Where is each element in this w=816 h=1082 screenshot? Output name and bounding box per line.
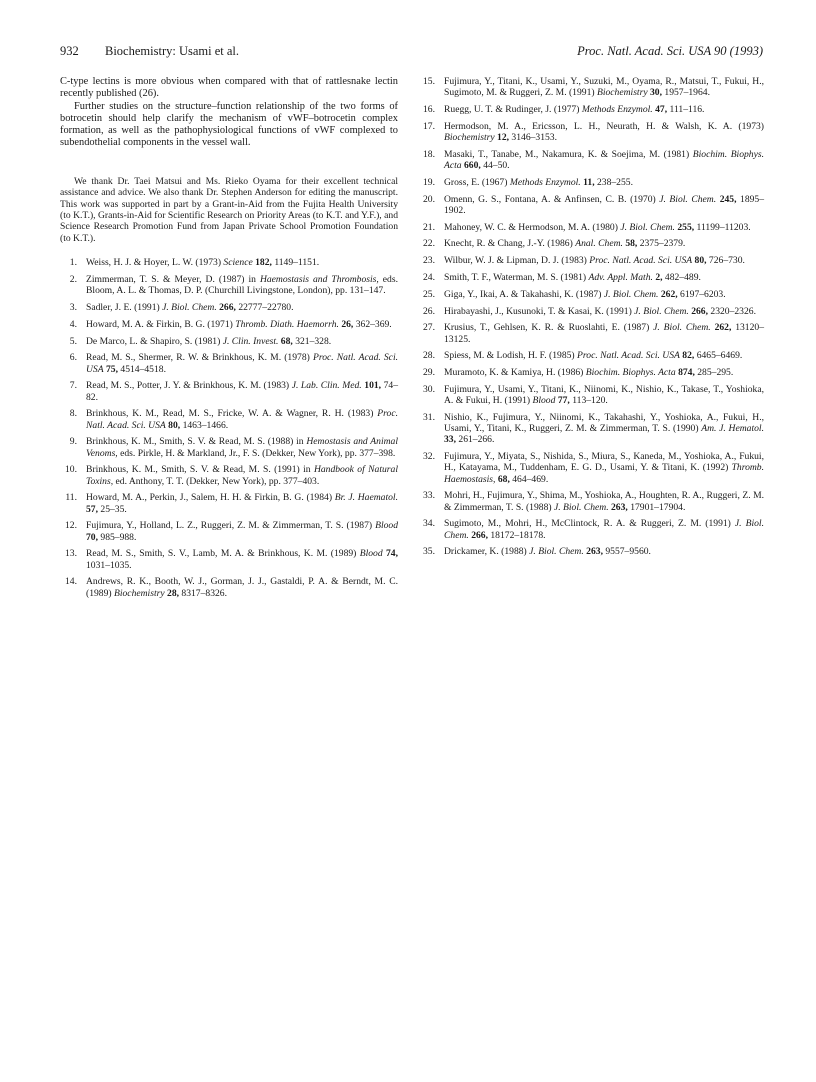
reference-number: 25. — [423, 288, 435, 300]
reference-authors: Masaki, T., Tanabe, M., Nakamura, K. & Soejima, M. (1981) — [444, 148, 693, 160]
reference-authors: Read, M. S., Shermer, R. W. & Brinkhous, K. M. (1978) — [86, 352, 313, 364]
reference-journal: J. Biol. Chem. — [634, 305, 689, 317]
reference-authors: Spiess, M. & Lodish, H. F. (1985) — [444, 350, 578, 362]
reference-volume: 70, — [86, 531, 98, 543]
reference-journal: J. Clin. Invest. — [222, 335, 279, 347]
reference-pages: 1895–1902. — [444, 193, 765, 216]
reference-number: 22. — [423, 238, 435, 250]
reference-volume: 28, — [167, 587, 180, 599]
reference-authors: Howard, M. A., Perkin, J., Salem, H. H. & Firkin, B. G. (1984) — [86, 492, 335, 504]
reference-journal: Biochim. Biophys. Acta — [444, 148, 764, 171]
reference-item — [418, 322, 764, 344]
reference-number: 19. — [423, 176, 435, 188]
reference-item — [418, 255, 764, 266]
reference-pages: 2375–2379. — [637, 238, 686, 250]
reference-authors: Smith, T. F., Waterman, M. S. (1981) — [444, 271, 589, 283]
reference-authors: Hermodson, M. A., Ericsson, L. H., Neurath, H. & Walsh, K. A. (1973) — [444, 120, 764, 132]
reference-number: 4. — [69, 318, 77, 330]
reference-number: 29. — [423, 367, 435, 379]
reference-volume: 262, — [714, 322, 732, 334]
reference-volume: 255, — [677, 221, 695, 233]
reference-pages: 261–266. — [456, 434, 495, 446]
page-number: 932 — [60, 44, 79, 58]
reference-item — [418, 76, 764, 98]
reference-journal: J. Biol. Chem. — [444, 518, 764, 541]
reference-journal: Haemostasis and Thrombosis, — [259, 274, 379, 286]
reference-journal: Blood — [532, 395, 556, 407]
reference-item — [418, 412, 764, 446]
reference-volume: 75, — [106, 363, 118, 375]
reference-item — [418, 306, 764, 317]
reference-journal: Proc. Natl. Acad. Sci. USA — [589, 255, 693, 267]
reference-authors: Mahoney, W. C. & Hermodson, M. A. (1980) — [444, 221, 621, 233]
reference-list-right — [418, 76, 764, 558]
reference-volume: 58, — [625, 238, 638, 250]
reference-journal: J. Biol. Chem. — [620, 221, 675, 233]
reference-authors: Drickamer, K. (1988) — [444, 546, 530, 558]
reference-pages: 8317–8326. — [179, 587, 227, 599]
reference-volume: 57, — [86, 503, 98, 515]
reference-number: 12. — [65, 520, 77, 532]
reference-journal: Biochemistry — [596, 87, 648, 99]
reference-number: 21. — [423, 221, 435, 233]
reference-pages: eds. Bloom, A. L. & Thomas, D. P. (Churchill Livingstone, London), pp. 131–147. — [86, 274, 398, 297]
reference-pages: 985–988. — [98, 531, 137, 543]
reference-item — [418, 546, 764, 557]
reference-journal: J. Lab. Clin. Med. — [291, 380, 362, 392]
reference-authors: Read, M. S., Potter, J. Y. & Brinkhous, K. M. (1983) — [86, 380, 292, 392]
reference-authors: Fujimura, Y., Usami, Y., Titani, K., Niinomi, K., Nishio, K., Takase, T., Yoshioka, A. & Fukui, H. (1991) — [444, 383, 764, 407]
reference-item — [418, 367, 764, 378]
page-header — [60, 44, 763, 62]
reference-authors: Mohri, H., Fujimura, Y., Shima, M., Yoshioka, A., Houghten, R. A., Ruggeri, Z. M. & Zimmerman, T. S. (1988) — [444, 490, 764, 513]
reference-item — [418, 177, 764, 188]
reference-item — [60, 302, 398, 313]
reference-number: 11. — [65, 492, 77, 504]
reference-authors: Weiss, H. J. & Hoyer, L. W. (1973) — [86, 257, 224, 269]
reference-item — [418, 289, 764, 300]
reference-volume: 33, — [444, 434, 456, 446]
reference-volume: 101, — [364, 380, 382, 392]
reference-pages: 11199–11203. — [694, 221, 751, 233]
reference-number: 20. — [423, 193, 435, 205]
reference-volume: 245, — [719, 193, 737, 205]
reference-pages: 1149–1151. — [271, 257, 320, 269]
reference-number: 13. — [65, 548, 77, 560]
reference-authors: Knecht, R. & Chang, J.-Y. (1986) — [444, 238, 576, 250]
reference-volume: 80, — [168, 419, 181, 431]
reference-volume: 182, — [255, 257, 272, 269]
reference-volume: 30, — [650, 87, 662, 99]
reference-number: 33. — [423, 490, 435, 502]
reference-pages: 321–328. — [292, 335, 332, 347]
reference-authors: Fujimura, Y., Titani, K., Usami, Y., Suzuki, M., Oyama, R., Matsui, T., Fukui, H., Sugimoto, M. & Ruggeri, Z. M. (1991) — [444, 76, 764, 99]
reference-number: 30. — [423, 383, 435, 395]
reference-authors: Read, M. S., Smith, S. V., Lamb, M. A. & Brinkhous, K. M. (1989) — [86, 548, 360, 560]
reference-number: 27. — [423, 322, 435, 334]
reference-journal: Proc. Natl. Acad. Sci. USA — [86, 352, 399, 375]
reference-pages: 22777–22780. — [235, 302, 294, 314]
left-column — [60, 76, 398, 604]
body-paragraph-2: Further studies on the structure–function relationship of the two forms of botrocetin should help clarify the mechanism of vWF–botrocetin complex formation, as well as the pathophysiological functions of vWF complexed to subendothelial components in the vessel wall. — [60, 100, 398, 149]
reference-authors: Andrews, R. K., Booth, W. J., Gorman, J. J., Gastaldi, P. A. & Berndt, M. C. (1989) — [86, 576, 398, 599]
reference-number: 7. — [69, 380, 77, 392]
reference-item — [60, 464, 398, 486]
reference-volume: 77, — [557, 395, 570, 407]
reference-pages: 464–469. — [509, 473, 549, 485]
reference-item — [60, 274, 398, 296]
reference-number: 31. — [423, 411, 435, 423]
reference-pages: eds. Pirkle, H. & Markland, Jr., F. S. (Dekker, New York), pp. 377–398. — [117, 447, 396, 459]
reference-item — [60, 352, 398, 374]
running-title: Biochemistry: Usami et al. — [105, 44, 240, 58]
reference-pages: 25–35. — [98, 503, 127, 515]
reference-pages: 17901–17904. — [627, 501, 686, 513]
reference-journal: Proc. Natl. Acad. Sci. USA — [86, 408, 398, 431]
reference-item — [418, 121, 764, 143]
reference-volume: 11, — [583, 176, 595, 188]
reference-item — [418, 350, 764, 361]
reference-item — [60, 520, 398, 542]
reference-volume: 660, — [464, 160, 481, 171]
reference-journal: Handbook of Natural Toxins, — [86, 464, 398, 487]
reference-journal: Thromb. Diath. Haemorrh. — [235, 318, 339, 330]
reference-item — [418, 222, 764, 233]
reference-journal: Am. J. Hematol. — [701, 423, 764, 435]
reference-item — [418, 490, 764, 512]
reference-journal: J. Biol. Chem. — [529, 546, 584, 558]
reference-item — [60, 319, 398, 330]
reference-pages: 111–116. — [667, 104, 705, 115]
reference-number: 10. — [65, 464, 77, 476]
reference-pages: 113–120. — [569, 395, 608, 407]
reference-item — [60, 548, 398, 570]
reference-number: 18. — [423, 148, 435, 160]
reference-number: 2. — [69, 274, 77, 286]
reference-item — [418, 149, 764, 171]
reference-pages: 6465–6469. — [694, 350, 743, 362]
reference-journal: Biochemistry — [113, 587, 165, 599]
reference-authors: Brinkhous, K. M., Smith, S. V. & Read, M. S. (1988) in — [86, 436, 307, 448]
reference-pages: 13120–13125. — [444, 322, 764, 345]
reference-item — [60, 492, 398, 514]
reference-volume: 263, — [586, 546, 603, 558]
reference-pages: 362–369. — [353, 318, 392, 330]
reference-volume: 74, — [386, 548, 398, 560]
reference-number: 32. — [423, 451, 435, 463]
reference-pages: 1957–1964. — [662, 87, 710, 99]
reference-list-left — [60, 257, 398, 599]
reference-authors: Zimmerman, T. S. & Meyer, D. (1987) in — [86, 274, 260, 286]
reference-pages: 44–50. — [480, 160, 510, 171]
reference-authors: Fujimura, Y., Miyata, S., Nishida, S., Miura, S., Kaneda, M., Yoshioka, A., Fukui, H., Katayama, M., Tuddenham, E. G. D., Usami, Y. & Titani, K. (1992) — [444, 451, 764, 474]
reference-number: 1. — [69, 257, 77, 269]
reference-pages: 9557–9560. — [602, 546, 651, 558]
reference-item — [418, 104, 764, 115]
acknowledgment: We thank Dr. Taei Matsui and Ms. Rieko Oyama for their excellent technical assistance and advice. We also thank Dr. Stephen Anderson for editing the manuscript. This work was supported in part by a Grant-in-Aid from the Fujita Health University (to K.T.), Grants-in-Aid for Scientific Research on Priority Areas (to K.T. and Y.F.), and Science Research Promotion Fund from Japan Private School Promotion Foundation (to K.T.). — [60, 175, 398, 244]
reference-item — [418, 238, 764, 249]
reference-volume: 68, — [280, 335, 293, 347]
reference-authors: Brinkhous, K. M., Smith, S. V. & Read, M. S. (1991) in — [86, 464, 314, 476]
reference-volume: 2, — [655, 271, 663, 283]
reference-number: 35. — [423, 546, 435, 558]
reference-pages: 1463–1466. — [180, 419, 229, 431]
reference-pages: 285–295. — [694, 367, 734, 379]
reference-number: 3. — [69, 302, 77, 314]
reference-journal: Br. J. Haematol. — [334, 492, 398, 504]
reference-volume: 266, — [691, 305, 708, 317]
reference-pages: ed. Anthony, T. T. (Dekker, New York), pp. 377–403. — [113, 475, 320, 487]
reference-journal: J. Biol. Chem. — [659, 193, 717, 205]
reference-volume: 12, — [497, 132, 510, 143]
reference-journal: Biochim. Biophys. Acta — [585, 367, 676, 379]
reference-number: 17. — [423, 120, 435, 132]
reference-number: 28. — [423, 350, 435, 362]
reference-number: 15. — [423, 76, 435, 87]
reference-number: 8. — [69, 408, 77, 420]
reference-number: 24. — [423, 271, 435, 283]
reference-journal: Thromb. Haemostasis, — [444, 462, 764, 485]
reference-item — [60, 408, 398, 430]
reference-item — [418, 272, 764, 283]
reference-authors: Krusius, T., Gehlsen, K. R. & Ruoslahti, E. (1987) — [444, 322, 654, 334]
reference-journal: Blood — [375, 520, 398, 532]
reference-item — [418, 384, 764, 406]
reference-authors: Brinkhous, K. M., Read, M. S., Fricke, W. A. & Wagner, R. H. (1983) — [86, 408, 378, 420]
reference-number: 5. — [69, 335, 77, 347]
reference-pages: 74–82. — [86, 380, 399, 403]
reference-pages: 3146–3153. — [509, 132, 557, 143]
reference-journal: Methods Enzymol. — [581, 104, 653, 115]
reference-authors: De Marco, L. & Shapiro, S. (1981) — [86, 335, 223, 347]
reference-number: 16. — [423, 104, 435, 115]
reference-authors: Wilbur, W. J. & Lipman, D. J. (1983) — [444, 255, 590, 267]
reference-number: 26. — [423, 305, 435, 317]
reference-journal: Science — [223, 257, 253, 269]
reference-authors: Howard, M. A. & Firkin, B. G. (1971) — [86, 318, 236, 330]
reference-journal: Methods Enzymol. — [509, 176, 581, 188]
reference-journal: Proc. Natl. Acad. Sci. USA — [577, 350, 680, 362]
reference-journal: J. Biol. Chem. — [653, 322, 711, 334]
reference-item — [60, 257, 398, 268]
reference-journal: Hemostasis and Animal Venoms, — [86, 436, 399, 459]
reference-journal: J. Biol. Chem. — [603, 288, 659, 300]
reference-journal: Biochemistry — [444, 132, 495, 143]
reference-pages: 4514–4518. — [118, 363, 166, 375]
reference-pages: 6197–6203. — [677, 288, 726, 300]
reference-volume: 68, — [497, 473, 510, 485]
journal-citation: Proc. Natl. Acad. Sci. USA 90 (1993) — [577, 44, 763, 58]
reference-number: 23. — [423, 255, 435, 267]
reference-pages: 18172–18178. — [487, 529, 546, 541]
reference-journal: J. Biol. Chem. — [162, 302, 217, 314]
reference-volume: 266, — [471, 529, 488, 541]
reference-volume: 26, — [341, 318, 354, 330]
reference-item — [60, 436, 398, 458]
reference-journal: Adv. Appl. Math. — [588, 271, 653, 283]
reference-volume: 266, — [219, 302, 236, 314]
reference-number: 34. — [423, 518, 435, 530]
reference-authors: Hirabayashi, J., Kusunoki, T. & Kasai, K. (1991) — [444, 305, 635, 317]
reference-authors: Gross, E. (1967) — [444, 176, 510, 188]
reference-volume: 263, — [611, 501, 628, 513]
reference-item — [418, 518, 764, 540]
reference-volume: 80, — [694, 255, 707, 267]
reference-pages: 2320–2326. — [708, 305, 756, 317]
reference-number: 6. — [69, 352, 77, 364]
right-column — [418, 76, 764, 563]
reference-volume: 874, — [678, 367, 695, 379]
reference-number: 9. — [69, 436, 77, 448]
reference-pages: 482–489. — [662, 271, 701, 283]
reference-authors: Muramoto, K. & Kamiya, H. (1986) — [444, 367, 586, 379]
reference-authors: Sadler, J. E. (1991) — [86, 302, 163, 314]
reference-journal: Blood — [359, 548, 383, 560]
reference-volume: 262, — [660, 288, 678, 300]
reference-authors: Ruegg, U. T. & Rudinger, J. (1977) — [444, 104, 582, 115]
reference-authors: Nishio, K., Fujimura, Y., Niinomi, K., Takahashi, Y., Yoshioka, A., Fukui, H., Usami, Y., Titani, K., Ruggeri, Z. M. & Zimmerman, T. S. (1990) — [444, 411, 764, 435]
reference-authors: Fujimura, Y., Holland, L. Z., Ruggeri, Z. M. & Zimmerman, T. S. (1987) — [86, 520, 376, 532]
reference-journal: Anal. Chem. — [575, 238, 623, 250]
reference-item — [60, 576, 398, 598]
reference-pages: 238–255. — [594, 176, 633, 188]
body-paragraph-1: C-type lectins is more obvious when compared with that of rattlesnake lectin recently published (26). — [60, 76, 398, 100]
reference-item — [60, 380, 398, 402]
reference-pages: 1031–1035. — [86, 559, 132, 571]
reference-item — [418, 194, 764, 216]
reference-journal: J. Biol. Chem. — [553, 501, 609, 513]
reference-authors: Giga, Y., Ikai, A. & Takahashi, K. (1987) — [444, 288, 604, 300]
reference-volume: 82, — [682, 350, 695, 362]
reference-volume: 47, — [655, 104, 668, 115]
reference-pages: 726–730. — [706, 255, 745, 267]
reference-item — [60, 336, 398, 347]
reference-item — [418, 451, 764, 485]
reference-authors: Omenn, G. S., Fontana, A. & Anfinsen, C. B. (1970) — [444, 193, 660, 205]
reference-authors: Sugimoto, M., Mohri, H., McClintock, R. A. & Ruggeri, Z. M. (1991) — [444, 518, 735, 530]
reference-number: 14. — [65, 576, 77, 588]
